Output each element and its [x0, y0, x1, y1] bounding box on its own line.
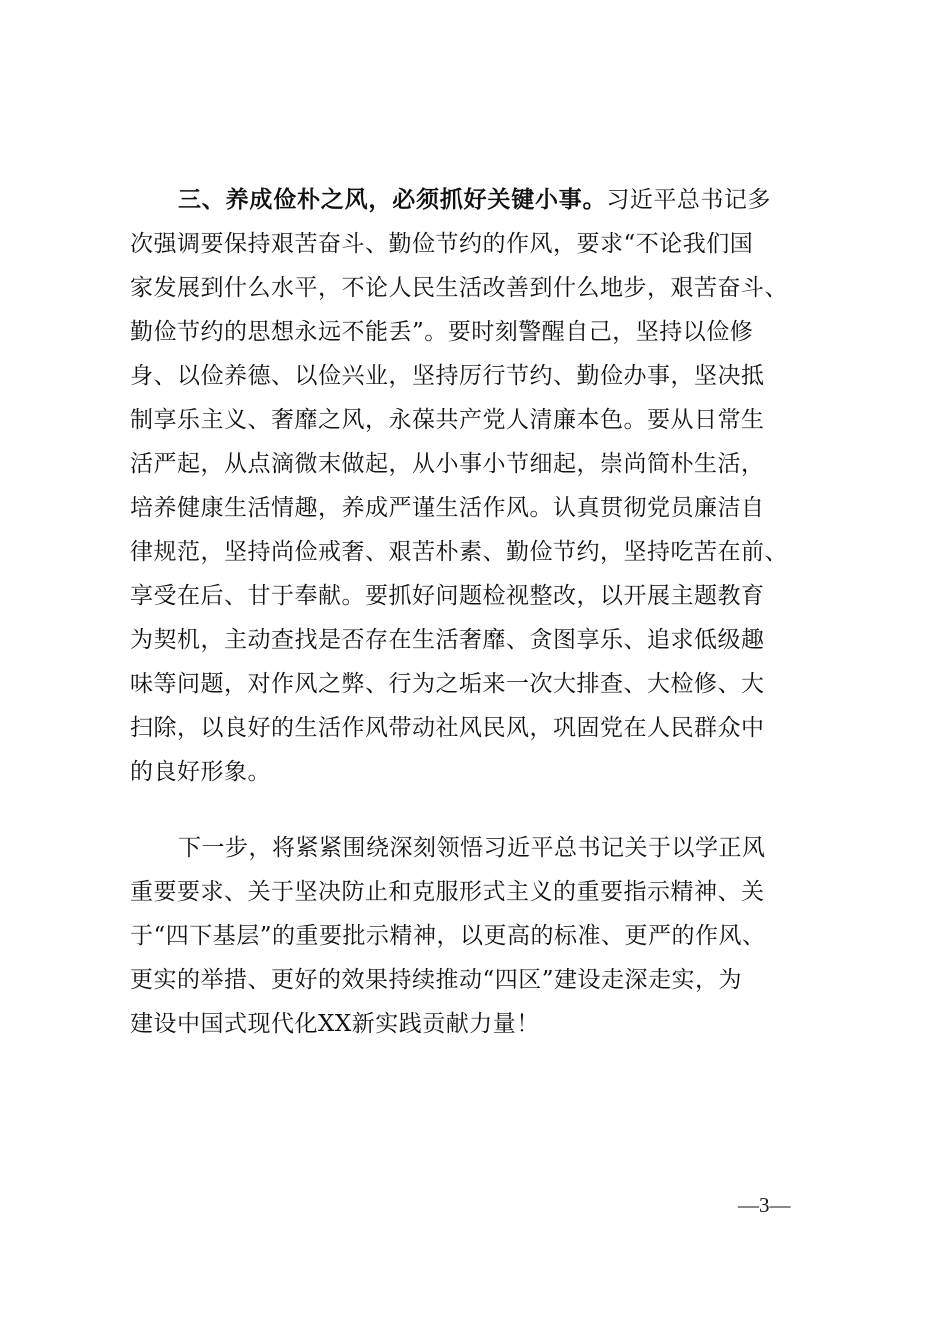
paragraph-1-line: 享受在后、甘于奉献。要抓好问题检视整改，以开展主题教育 — [130, 583, 765, 609]
paragraph-1-line: 律规范，坚持尚俭戒奢、艰苦朴素、勤俭节约，坚持吃苦在前、 — [130, 539, 788, 565]
paragraph-1-line: 次强调要保持艰苦奋斗、勤俭节约的作风，要求“不论我们国 — [130, 231, 754, 257]
paragraph-1-line: 家发展到什么水平，不论人民生活改善到什么地步，艰苦奋斗、 — [130, 275, 788, 301]
section-heading: 三、养成俭朴之风，必须抓好关键小事。 — [178, 187, 607, 213]
paragraph-1-line: 扫除，以良好的生活作风带动社风民风，巩固党在人民群众中 — [130, 715, 765, 741]
paragraph-1-line: 培养健康生活情趣，养成严谨生活作风。认真贯彻党员廉洁自 — [130, 495, 765, 521]
paragraph-2-line: 重要要求、关于坚决防止和克服形式主义的重要指示精神、关 — [130, 879, 765, 905]
paragraph-1-line: 身、以俭养德、以俭兴业，坚持厉行节约、勤俭办事，坚决抵 — [130, 363, 765, 389]
paragraph-2-line: 建设中国式现代化XX新实践贡献力量！ — [130, 1011, 540, 1037]
paragraph-1-line-1-rest: 习近平总书记多 — [606, 187, 771, 213]
paragraph-1-line: 活严起，从点滴微末做起，从小事小节细起，崇尚简朴生活， — [130, 451, 765, 477]
paragraph-1-line: 的良好形象。 — [130, 759, 271, 785]
paragraph-2-line: 下一步，将紧紧围绕深刻领悟习近平总书记关于以学正风 — [178, 835, 766, 861]
page-number: —3— — [738, 1193, 791, 1217]
paragraph-1-line: 为契机，主动查找是否存在生活奢靡、贪图享乐、追求低级趣 — [130, 627, 765, 653]
paragraph-1-line: 制享乐主义、奢靡之风，永葆共产党人清廉本色。要从日常生 — [130, 407, 765, 433]
paragraph-1-line: 勤俭节约的思想永远不能丢”。要时刻警醒自己，坚持以俭修 — [130, 319, 754, 345]
paragraph-1-line-1 — [178, 178, 830, 222]
paragraph-2-line: 更实的举措、更好的效果持续推动“四区”建设走深走实，为 — [130, 967, 743, 993]
paragraph-2-line: 于“四下基层”的重要批示精神，以更高的标准、更严的作风、 — [130, 923, 766, 949]
paragraph-1-line: 味等问题，对作风之弊、行为之垢来一次大排查、大检修、大 — [130, 671, 765, 697]
